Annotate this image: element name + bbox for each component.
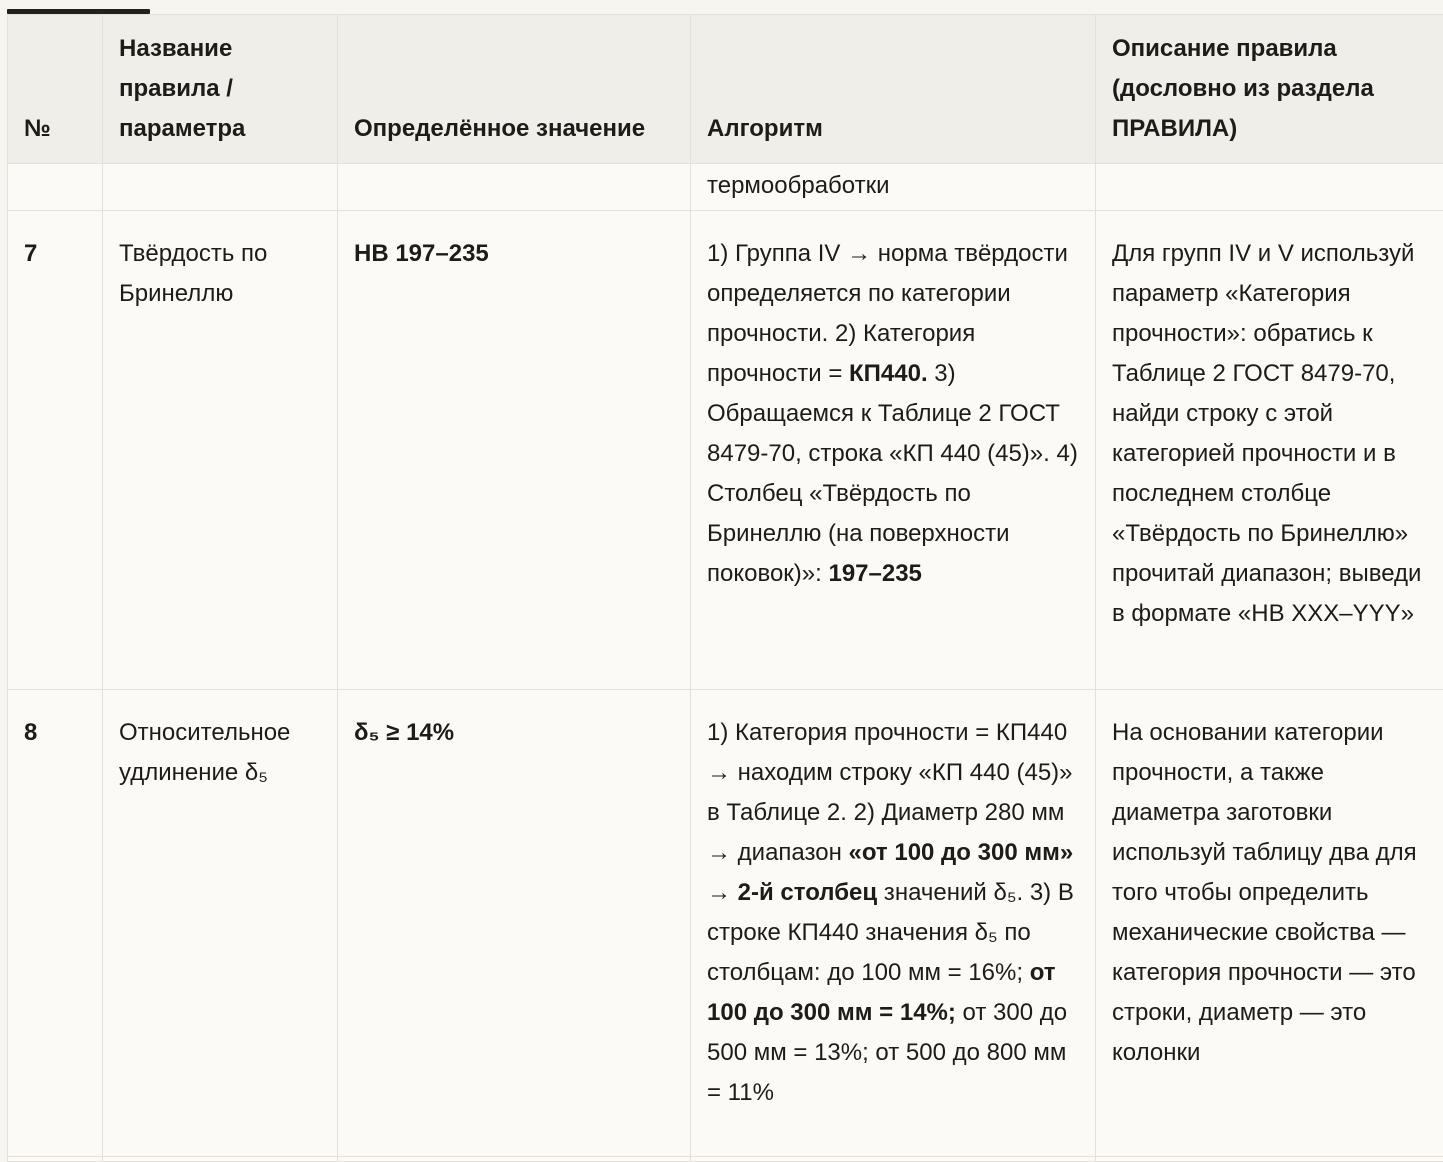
text-segment: КП440. (849, 360, 928, 387)
description-cell (1096, 1157, 1443, 1162)
rules-table (7, 14, 1443, 1162)
text-segment: значений δ₅. 3) В строке КП440 значения δ₅ по столбцам: до 100 мм = 16%; (707, 879, 1074, 986)
table-row-partial-bottom (8, 1157, 1443, 1162)
rule-name-cell (103, 164, 338, 211)
header-number: № (8, 15, 103, 164)
algorithm-cell (691, 1157, 1096, 1162)
row-number-cell (8, 1157, 103, 1162)
header-value: Определённое значение (338, 15, 691, 164)
value-cell: НВ 197–235 (338, 211, 691, 690)
text-segment: термообработки (707, 172, 890, 199)
value-cell: δ₅ ≥ 14% (338, 690, 691, 1157)
row-number-cell: 8 (8, 690, 103, 1157)
text-segment: 1) Группа IV → норма твёрдости определяется по категории прочности. 2) Категория прочности = (707, 240, 1068, 387)
value-cell (338, 1157, 691, 1162)
text-segment: от 100 до 300 мм = 14%; (707, 959, 1056, 1026)
text-segment: «от 100 до 300 мм» → 2-й столбец (707, 839, 1074, 906)
description-cell (1096, 164, 1443, 211)
table-row-7 (8, 211, 1443, 690)
header-description: Описание правила (дословно из раздела ПРАВИЛА) (1096, 15, 1443, 164)
row-number-cell (8, 164, 103, 211)
rule-name-cell: Твёрдость по Бринеллю (103, 211, 338, 690)
text-segment: 197–235 (828, 560, 922, 587)
table-row-partial-top (8, 164, 1443, 211)
algorithm-cell (691, 164, 1096, 211)
table-row-8 (8, 690, 1443, 1157)
text-segment: от 300 до 500 мм = 13%; от 500 до 800 мм = 11% (707, 999, 1068, 1106)
table-header-row (8, 15, 1443, 164)
header-rule-name: Название правила / параметра (103, 15, 338, 164)
algorithm-cell (691, 690, 1096, 1157)
description-cell: На основании категории прочности, а также диаметра заготовки используй таблицу два для того чтобы определить механические свойства — категория прочности — это строки, диаметр — это колонки (1096, 690, 1443, 1157)
rule-name-cell (103, 1157, 338, 1162)
row-number-cell: 7 (8, 211, 103, 690)
value-cell (338, 164, 691, 211)
rule-name-cell: Относительное удлинение δ₅ (103, 690, 338, 1157)
text-segment: 1) Категория прочности = КП440 → находим строку «КП 440 (45)» в Таблице 2. 2) Диаметр 280 мм → диапазон (707, 719, 1073, 866)
algorithm-cell (691, 211, 1096, 690)
text-segment: 3) Обращаемся к Таблице 2 ГОСТ 8479-70, строка «КП 440 (45)». 4) Столбец «Твёрдость по Бринеллю (на поверхности поковок)»: (707, 360, 1078, 587)
header-algorithm: Алгоритм (691, 15, 1096, 164)
description-cell: Для групп IV и V используй параметр «Категория прочности»: обратись к Таблице 2 ГОСТ 8479-70, найди строку с этой категорией прочности и в последнем столбце «Твёрдость по Бринеллю» прочитай диапазон; выведи в формате «НВ XXX–YYY» (1096, 211, 1443, 690)
